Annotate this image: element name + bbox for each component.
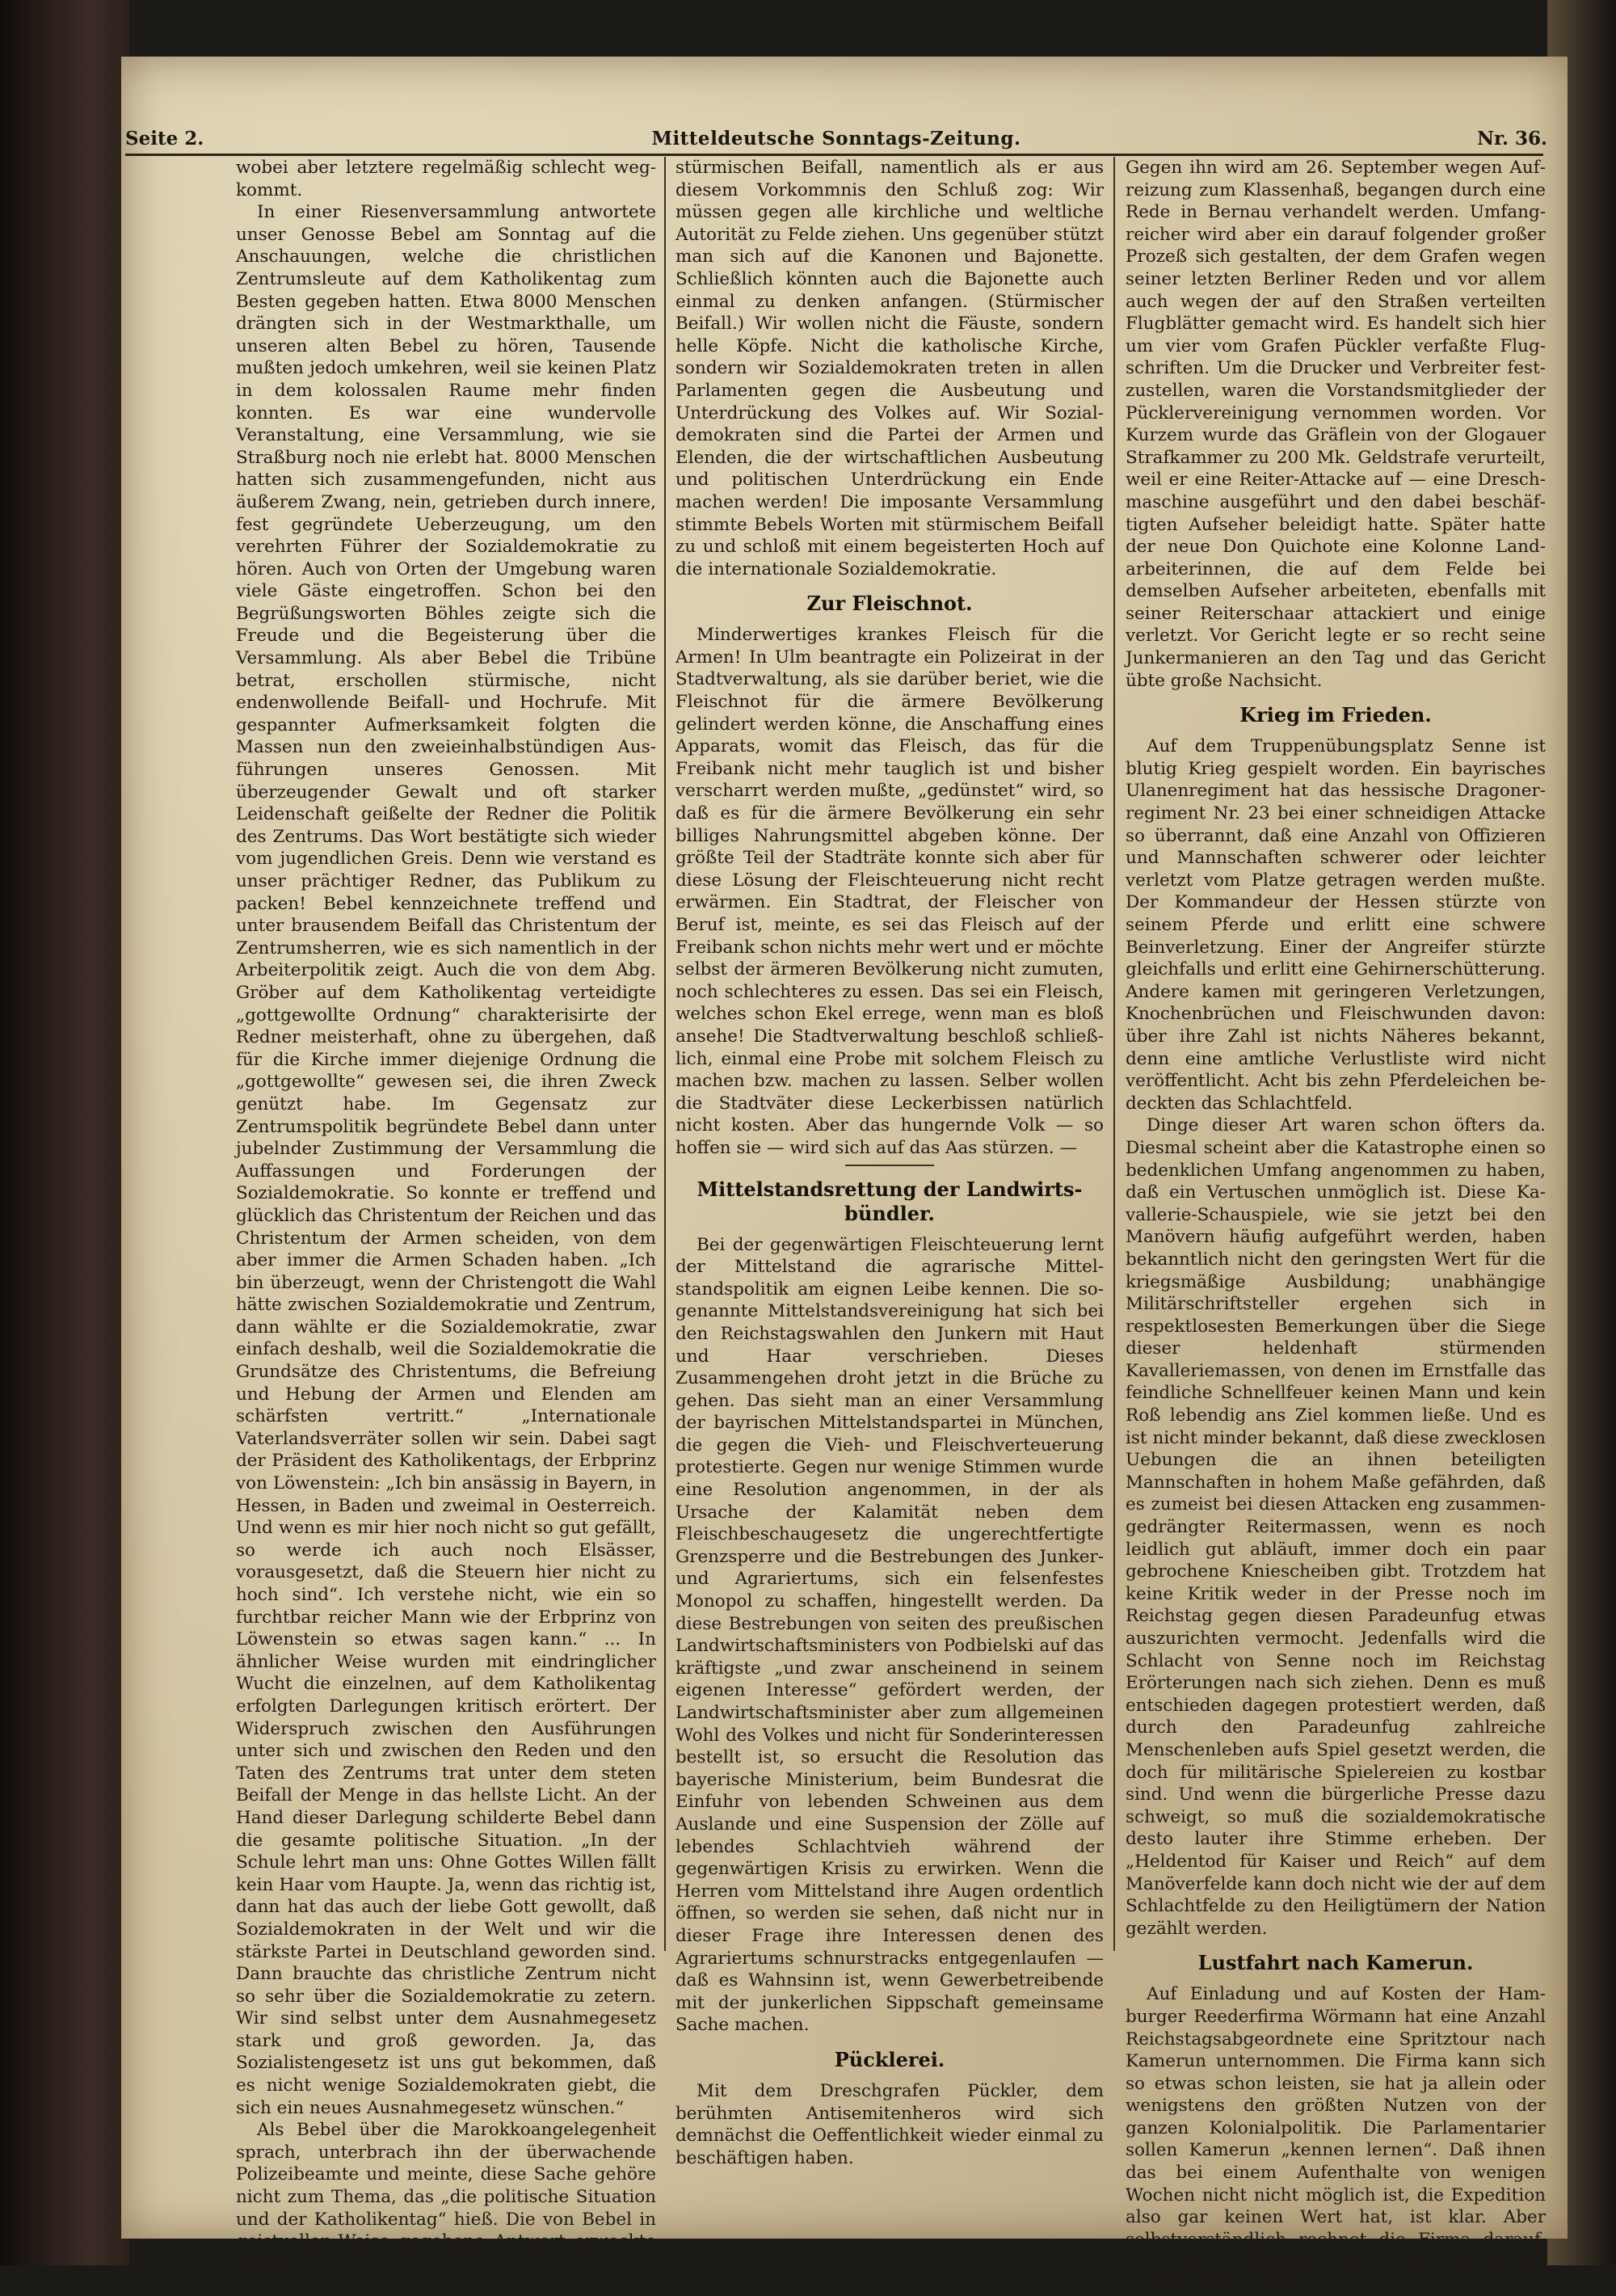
article-heading: Krieg im Frieden. xyxy=(1239,703,1432,727)
column-2 xyxy=(675,157,1104,2226)
column-3 xyxy=(1126,157,1546,2295)
header-rule xyxy=(125,154,1543,156)
paragraph: Auf dem Truppenübungsplatz Senne ist blutig Krieg gespielt worden. Ein bayrisches Ulanenregiment hat das hessische Dragonerregiment Nr. 23 bei einer schneidigen Attacke so überrannt, daß eine Anzahl von Offizieren und Mannschaften schwerer oder leichter verletzt vom Platze getragen werden mußte. Der Kommandeur der Hessen stürzte von seinem Pferde und erlitt eine schwere Beinverletzung. Einer der Angreifer stürzte gleichfalls und erlitt eine Gehirnerschütterung. Andere kamen mit geringeren Verletzungen, Knochenbrüchen und Fleischwunden davon: über ihre Zahl ist nichts Näheres bekannt, denn eine amtliche Verlustliste wird nicht veröffentlicht. Acht bis zehn Pferdeleichen bedeckten das Schlachtfeld. xyxy=(1126,736,1546,1114)
paragraph: Dinge dieser Art waren schon öfters da. Diesmal scheint aber die Katastrophe einen so bedenklichen Umfang angenommen zu haben, daß ein Vertuschen unmöglich ist. Diese Kavallerie-Schauspiele, wie sie jetzt bei den Manövern häufig aufgeführt werden, haben bekanntlich nicht den geringsten Wert für die kriegsmäßige Ausbildung; unabhängige Militärschriftsteller ergehen sich in respektlosesten Bemerkungen über die Siege dieser heldenhaft stürmenden Kavalleriemassen, von denen im Ernstfalle das feindliche Schnellfeuer keinen Mann und kein Roß lebendig ans Ziel kommen ließe. Und es ist nicht minder bekannt, daß diese zwecklosen Uebungen die an ihnen beteiligten Mannschaften in hohem Maße gefährden, daß es zumeist bei diesen Attacken eng zusammengedrängter Reitermassen, wenn es noch leidlich gut abläuft, immer doch ein paar gebrochene Kniescheiben gibt. Trotzdem hat keine Kritik weder in der Presse noch im Reichstag gegen diesen Paradeunfug etwas auszurichten vermocht. Jedenfalls wird die Schlacht von Senne noch im Reichstag Erörterungen nach sich ziehen. Denn es muß entschieden dagegen protestiert werden, daß durch den Paradeunfug zahlreiche Menschenleben aufs Spiel gesetzt werden, die doch für militärische Spielereien zu kostbar sind. Und wenn die bürgerliche Presse dazu schweigt, so muß die sozialdemokratische desto lauter ihre Stimme erheben. Der „Heldentod für Kaiser und Reich“ auf dem Manöverfelde kann doch nicht wie der auf dem Schlachtfelde zu den Heiligtümern der Nation gezählt werden. xyxy=(1126,1115,1546,1939)
paragraph: In einer Riesenversammlung antwortete unser Genosse Bebel am Sonntag auf die Anschauungen, welche die christlichen Zentrumsleute auf dem Katholikentag zum Besten gegeben hatten. Etwa 8000 Menschen drängten sich in der Westmarkthalle, um unseren alten Bebel zu hören, Tausende mußten jedoch umkehren, weil sie keinen Platz in dem kolossalen Raume mehr finden konnten. Es war eine wundervolle Veranstaltung, eine Versammlung, wie sie Straßburg noch nie erlebt hat. 8000 Menschen hatten sich zusammengefunden, nicht aus äußerem Zwang, nein, getrieben durch innere, fest gegründete Ueberzeugung, um den verehrten Führer der Sozialdemokratie zu hören. Auch von Orten der Umgebung waren viele Gäste eingetroffen. Schon bei den Begrüßungsworten Böhles zeigte sich die Freude und die Begeisterung über die Versammlung. Als aber Bebel die Tribüne betrat, erschollen stürmische, nicht endenwollende Beifall- und Hochrufe. Mit gespannter Aufmerksamkeit folgten die Massen nun den zweieinhalbstündigen Ausführungen unseres Genossen. Mit überzeugender Gewalt und oft starker Leidenschaft geißelte der Redner die Politik des Zentrums. Das Wort bestätigte sich wieder vom jugendlichen Greis. Denn wie verstand es unser prächtiger Redner, das Publikum zu packen! Bebel kennzeichnete treffend und unter brausendem Beifall das Christentum der Zentrumsherren, wie es sich namentlich in der Arbeiterpolitik zeigt. Auch die von dem Abg. Gröber auf dem Katholikentag verteidigte „gottgewollte Ordnung“ charakterisirte der Redner meisterhaft, ohne zu übergehen, daß für die Kirche immer diejenige Ordnung die „gottgewollte“ gewesen sei, die ihren Zweck genützt habe. Im Gegensatz zur Zentrumspolitik begründete Bebel dann unter jubelnder Zustimmung der Versammlung die Auffassungen und Forderungen der Sozialdemokratie. So konnte er treffend und glücklich das Christentum der Reichen und das Christentum der Armen scheiden, von dem aber immer die Armen Schaden haben. „Ich bin überzeugt, wenn der Christengott die Wahl hätte zwischen Sozialdemokratie und Zentrum, dann wählte er die Sozialdemokratie, zwar einfach deshalb, weil die Sozialdemokratie die Grundsätze des Christentums, die Befreiung und Hebung der Armen und Elenden am schärfsten vertritt.“ „Internationale Vaterlandsverräter sollen wir sein. Dabei sagt der Präsident des Katholikentags, der Erbprinz von Löwenstein: „Ich bin ansässig in Bayern, in Hessen, in Baden und zweimal in Oesterreich. Und wenn es mir hier noch nicht so gut gefällt, so werde ich auch noch Elsässer, vorausgesetzt, daß die Steuern hier nicht zu hoch sind“. Ich verstehe nicht, wie ein so furchtbar reicher Mann wie der Erbprinz von Löwenstein so etwas sagen kann.“ ... In ähnlicher Weise wurden mit eindringlicher Wucht die einzelnen, auf dem Katholikentag erfolgten Darlegungen kritisch erörtert. Der Widerspruch zwischen den Ausführungen unter sich und zwischen den Reden und den Taten des Zentrums trat unter dem steten Beifall der Menge in das hellste Licht. An der Hand dieser Darlegung schilderte Bebel dann die gesamte politische Situation. „In der Schule lehrt man uns: Ohne Gottes Willen fällt kein Haar vom Haupte. Ja, wenn das richtig ist, dann hat das auch der liebe Gott gewollt, daß Sozialdemokraten in der Welt und wir die stärkste Partei in Deutschland geworden sind. Dann brauchte das christliche Zentrum nicht so sehr über die Sozialdemokratie zu zetern. Wir sind selbst unter dem Ausnahmegesetz stark und groß geworden. Ja, das Sozialistengesetz ist uns gut bekommen, daß es nicht wenige Sozialdemokraten giebt, die sich ein neues Ausnahmegesetz wünschen.“ xyxy=(236,202,656,2118)
column-divider xyxy=(664,157,666,1951)
column-divider xyxy=(1113,157,1115,1951)
paragraph: wobei aber letztere regelmäßig schlecht wegkommt. xyxy=(236,158,656,200)
paragraph: Minderwertiges krankes Fleisch für die Armen! In Ulm beantragte ein Polizeirat in der Stadtverwaltung, als sie darüber beriet, wie die Fleischnot für die ärmere Bevölkerung gelindert werden könne, die Anschaffung eines Apparats, womit das Fleisch, das für die Freibank nicht mehr tauglich ist und bisher verscharrt werden mußte, „gedünstet“ wird, so daß es für die ärmere Bevölkerung ein sehr billiges Nahrungsmittel abgeben könne. Der größte Teil der Stadträte konnte sich aber für diese Lösung der Fleischteuerung nicht recht erwärmen. Ein Stadtrat, der Fleischer von Beruf ist, meinte, es sei das Fleisch auf der Freibank schon nichts mehr wert und er möchte selbst der ärmeren Bevölkerung nicht zumuten, noch schlechteres zu essen. Das sei ein Fleisch, welches schon Ekel errege, wenn man es bloß ansehe! Die Stadtverwaltung beschloß schließlich, einmal eine Probe mit solchem Fleisch zu machen bzw. machen zu lassen. Selber wollen die Stadtväter diese Leckerbissen natürlich nicht kosten. Aber das hungernde Volk — so hoffen sie — wird sich auf das Aas stürzen. — xyxy=(675,625,1104,1158)
paragraph: Mit dem Dreschgrafen Pückler, dem berühmten Antisemitenheros wird sich demnächst die Oeffentlichkeit wieder einmal zu beschäftigen haben. xyxy=(675,2080,1104,2168)
article-heading: Pücklerei. xyxy=(834,2047,945,2071)
paragraph: Gegen ihn wird am 26. September wegen Aufreizung zum Klassenhaß, begangen durch eine Rede in Bernau verhandelt werden. Umfangreicher wird aber ein darauf folgender großer Prozeß sich gestalten, der dem Grafen wegen seiner letzten Berliner Reden und vor allem auch wegen der auf den Straßen verteilten Flugblätter gemacht wird. Es handelt sich hier um vier vom Grafen Pückler verfaßte Flugschriften. Um die Drucker und Verbreiter festzustellen, waren die Vorstandsmitglieder der Pücklervereinigung vernommen worden. Vor Kurzem wurde das Gräflein von der Glogauer Strafkammer zu 200 Mk. Geldstrafe verurteilt, weil er eine Reiter-Attacke auf — eine Dreschmaschine ausgeführt und den dabei beschäftigten Aufseher beleidigt hatte. Später hatte der neue Don Quichote eine Kolonne Landarbeiterinnen, die auf dem Felde bei demselben Aufseher arbeiteten, ebenfalls mit seiner Reiterschaar attackiert und einige verletzt. Vor Gericht legte er so recht seine Junkermanieren an den Tag und das Gericht übte große Nachsicht. xyxy=(1126,158,1546,691)
issue-number: Nr. 36. xyxy=(1476,128,1547,150)
article-heading: Mittelstandsrettung der Landwirtsbündler. xyxy=(696,1177,1083,1225)
paragraph: stürmischen Beifall, namentlich als er aus diesem Vorkommnis den Schluß zog: Wir müssen gegen alle kirchliche und weltliche Autorität zu Felde ziehen. Uns gegenüber stützt man sich auf die Kanonen und Bajonette. Schließlich könnten auch die Bajonette auch einmal zu denken anfangen. (Stürmischer Beifall.) Wir wollen nicht die Fäuste, sondern helle Köpfe. Nicht die katholische Kirche, sondern wir Sozialdemokraten treten in allen Parlamenten gegen die Ausbeutung und Unterdrückung des Volkes auf. Wir Sozialdemokraten sind die Partei der Armen und Elenden, die der wirtschaftlichen Ausbeutung und politischen Unterdrückung ein Ende machen werden! Die imposante Versammlung stimmte Bebels Worten mit stürmischem Beifall zu und schloß mit einem begeisterten Hoch auf die internationale Sozialdemokratie. xyxy=(675,158,1104,579)
article-separator xyxy=(845,1165,934,1166)
column-1 xyxy=(236,157,656,2274)
book-binding-left xyxy=(0,0,129,2265)
article-heading: Lustfahrt nach Kamerun. xyxy=(1197,1951,1474,1975)
article-heading: Zur Fleischnot. xyxy=(806,592,973,616)
page-header xyxy=(125,128,1547,152)
paragraph: Bei der gegenwärtigen Fleischteuerung lernt der Mittelstand die agrarische Mittelstandspolitik am eignen Leibe kennen. Die sogenannte Mittelstandsvereinigung hat sich bei den Reichstagswahlen den Junkern mit Haut und Haar verschrieben. Dieses Zusammengehen droht jetzt in die Brüche zu gehen. Das sieht man an einer Versammlung der bayrischen Mittelstandspartei in München, die gegen die Vieh- und Fleischverteuerung protestierte. Gegen nur wenige Stimmen wurde eine Resolution angenommen, in der als Ursache der Kalamität neben dem Fleischbeschaugesetz die ungerechtfertigte Grenzsperre und die Bestrebungen des Junker- und Agrariertums, sich ein felsenfestes Monopol zu schaffen, hingestellt werden. Da diese Bestrebungen von seiten des preußischen Landwirtschaftsministers von Podbielski auf das kräftigste „und zwar anscheinend in seinem eigenen Interesse“ gefördert werden, der Landwirtschaftsminister aber zum allgemeinen Wohl des Volkes und nicht für Sonderinteressen bestellt ist, so ersucht die Resolution das bayerische Ministerium, beim Bundesrat die Einfuhr von lebenden Schweinen aus dem Auslande und eine Suspension der Zölle auf lebendes Schlachtvieh während der gegenwärtigen Krisis zu erwirken. Wenn die Herren vom Mittelstand ihre Augen ordentlich öffnen, so werden sie sehen, daß nicht nur in dieser Frage ihre Interessen denen des Agrariertums schnurstracks entgegenlaufen — daß es Wahnsinn ist, wenn Gewerbetreibende mit der junkerlichen Sippschaft gemeinsame Sache machen. xyxy=(675,1234,1104,2036)
paragraph: Als Bebel über die Marokkoangelegenheit sprach, unterbrach ihn der überwachende Polizeibeamte und meinte, diese Sache gehöre nicht zum Thema, das „die politische Situation und der Katholikentag“ hieß. Die von Bebel in geistvoller Weise gegebene Antwort erweckte wieder xyxy=(236,2120,656,2274)
paragraph: Auf Einladung und auf Kosten der Hamburger Reederfirma Wörmann hat eine Anzahl Reichstagsabgeordnete eine Spritztour nach Kamerun unternommen. Die Firma kann sich so etwas schon leisten, sie hat ja allein oder wenigstens den größten Nutzen von der ganzen Kolonialpolitik. Die Parlamentarier sollen Kamerun „kennen lernen“. Daß ihnen das bei einem Aufenthalte von wenigen Wochen nicht nicht möglich ist, die Expedition also gar keinen Wert hat, ist klar. Aber selbstverständlich rechnet die Firma darauf, daß die Teilnehmer der Fahrt dann aus Dankbarkeit sich be xyxy=(1126,1984,1546,2295)
page-number: Seite 2. xyxy=(125,128,204,150)
newspaper-title: Mitteldeutsche Sonntags-Zeitung. xyxy=(651,128,1021,150)
